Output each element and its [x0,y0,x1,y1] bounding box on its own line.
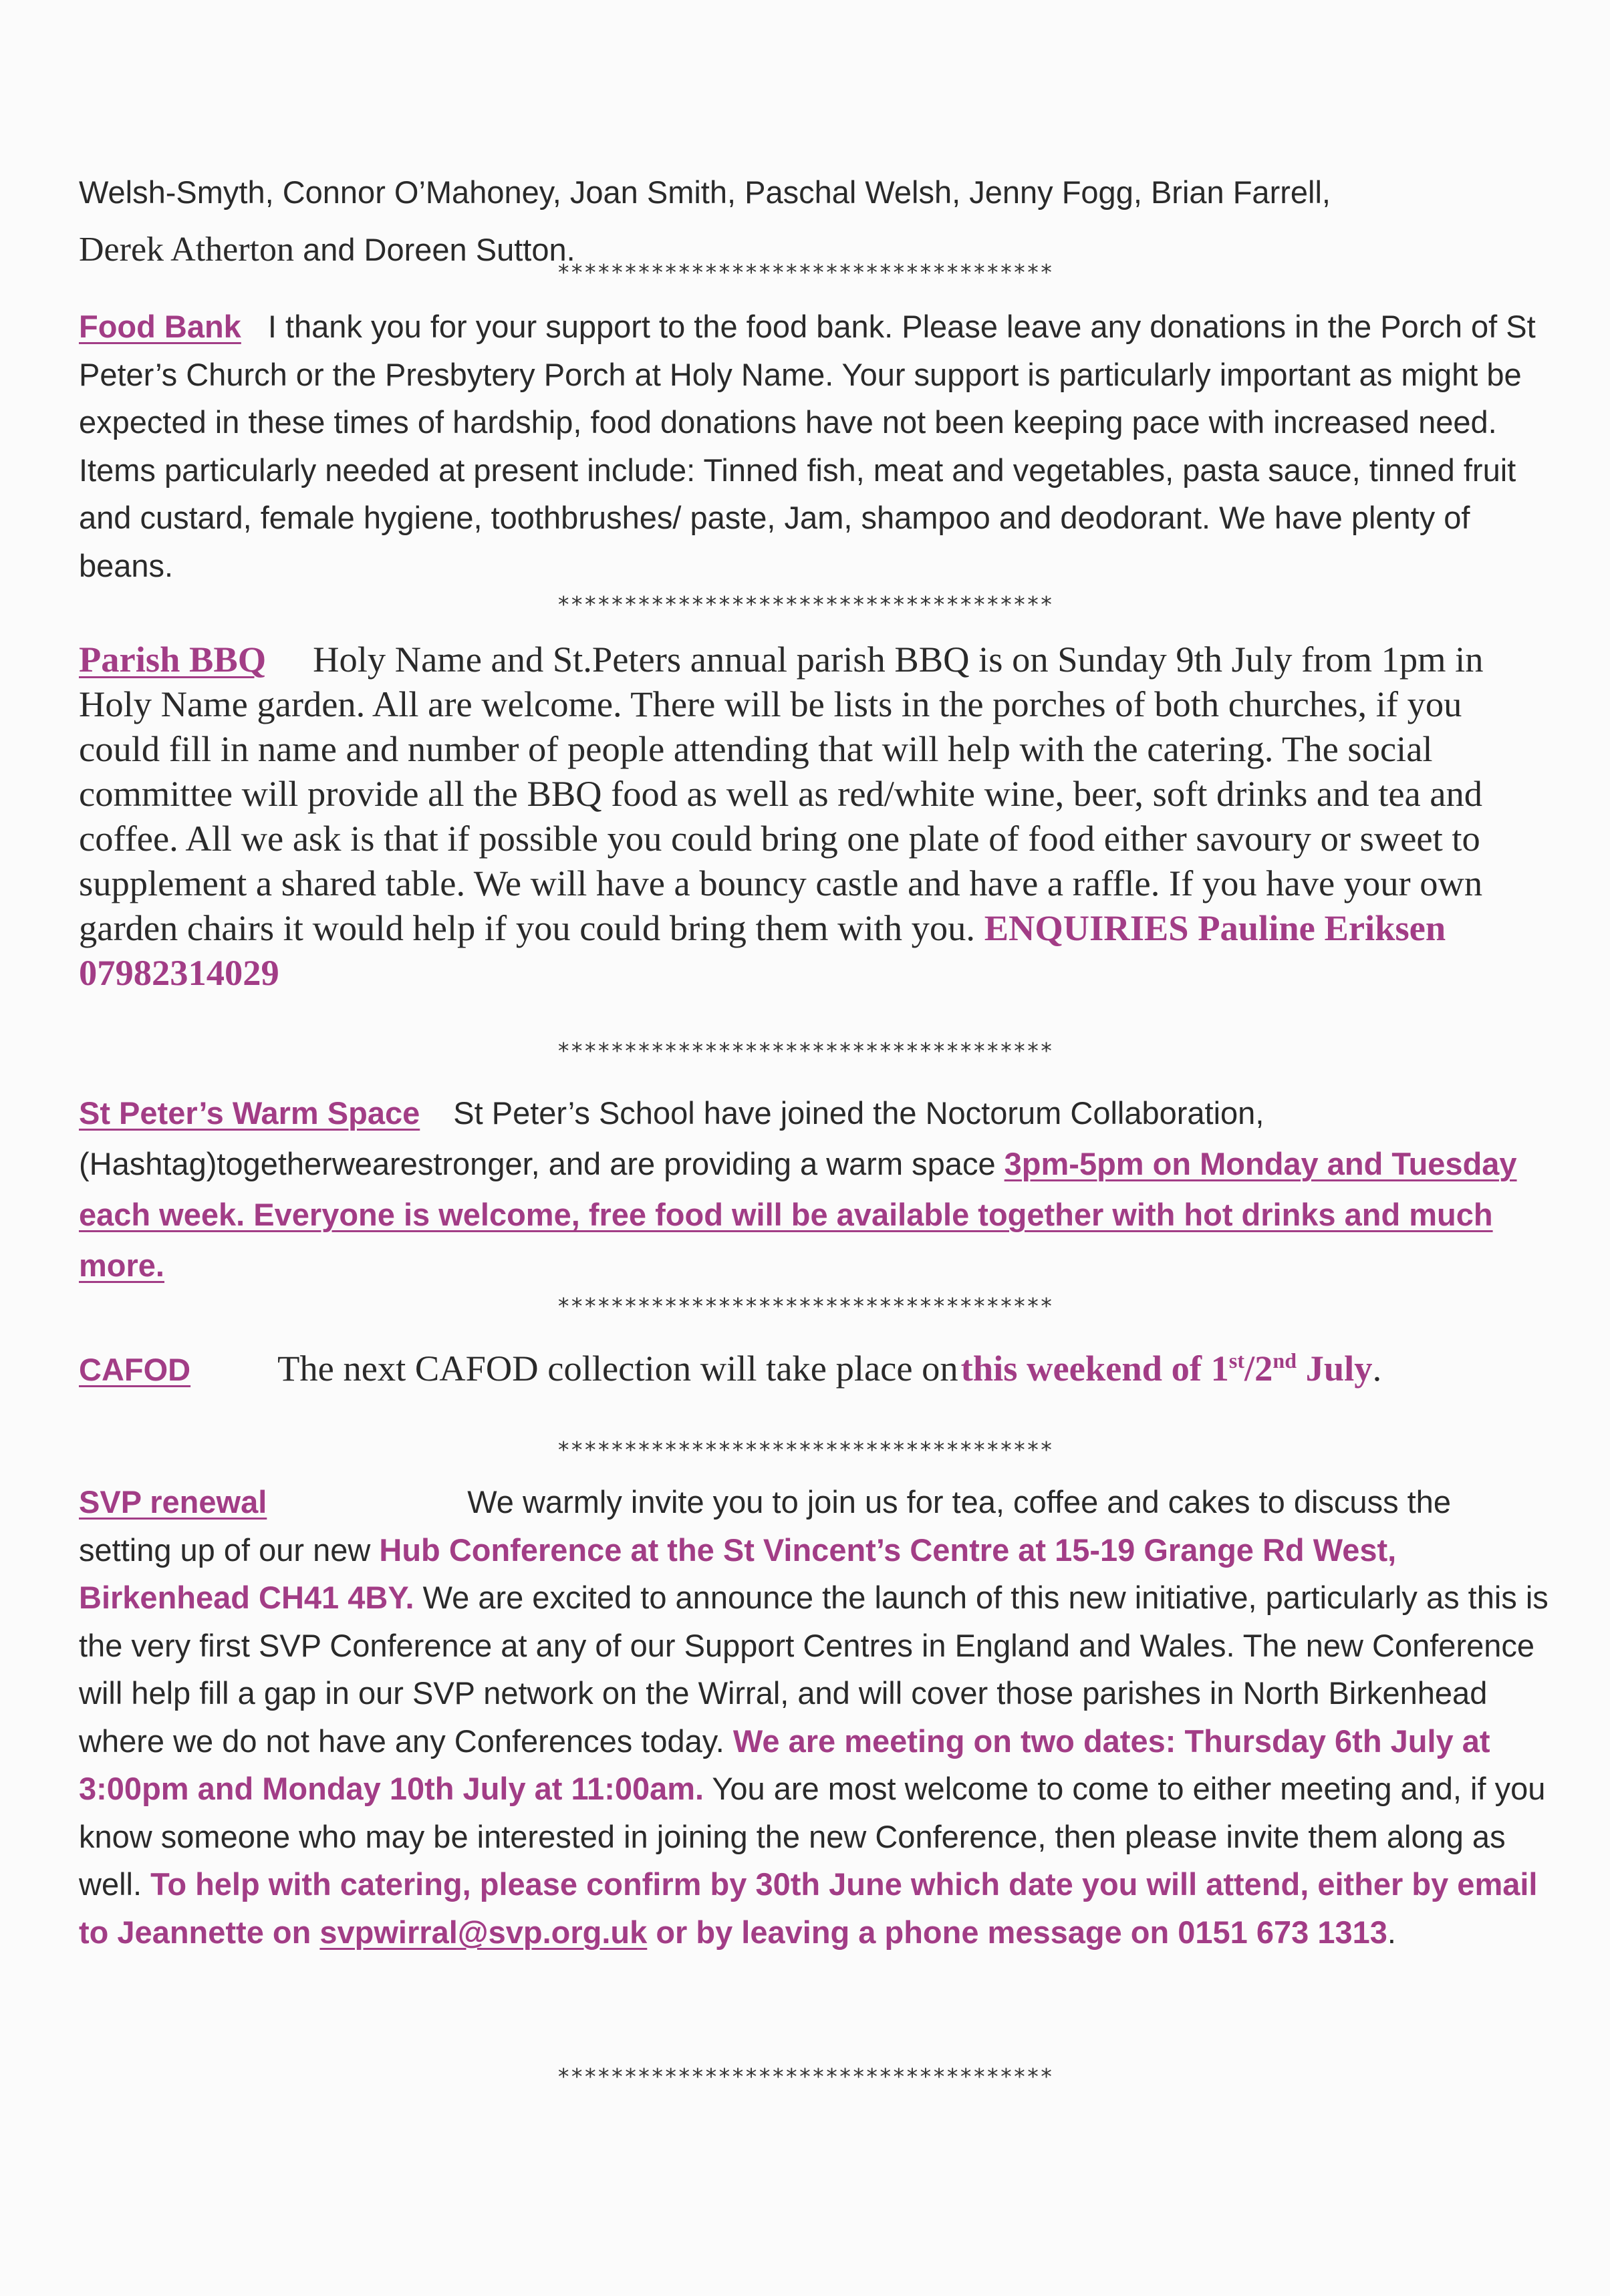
svp-text-1: We warmly invite you to join us for tea, coffee and cakes to discuss the setting up of our new [79,1484,1451,1568]
svp-text-2: We are excited to announce the launch of this new initiative, particularly as this is the very first SVP Conference at any of our Support Centres in England and Wales. The new Conference will help fill a gap in our SVP network on the Wirral, and will cover those parishes in North Birkenhead where we do not have any Conferences today. [79,1580,1549,1759]
svp-highlight-3: To help with catering, please confirm by 30th June which date you will attend, either by email to Jeannette on [79,1866,1538,1950]
cafod-section [79,1338,1549,1393]
food-bank-heading: Food Bank [79,309,241,344]
warm-space-heading: St Peter’s Warm Space [79,1095,420,1131]
intro-line-2b: and Doreen Sutton. [294,232,575,267]
warm-space-highlight: 3pm-5pm on Monday and Tuesday each week. Everyone is welcome, free food will be available together with hot drinks and much more. [79,1146,1517,1283]
svp-section [79,1478,1549,1956]
cafod-sup-2: nd [1272,1348,1297,1373]
svp-end: . [1387,1914,1396,1950]
separator-3: ************************************* [557,1038,1053,1064]
warm-space-text: St Peter’s School have joined the Noctorum Collaboration, (Hashtag)togetherwearestronger, and are providing a warm space [79,1095,1264,1181]
svp-highlight-4: or by leaving a phone message on 0151 673 1313 [656,1914,1387,1950]
cafod-date-b: /2 [1244,1348,1273,1389]
cafod-text: The next CAFOD collection will take place on [277,1348,958,1389]
separator-6: ************************************* [557,2063,1053,2090]
svp-heading: SVP renewal [79,1484,267,1520]
cafod-highlight [961,1348,1373,1389]
svp-highlight-2: We are meeting on two dates: Thursday 6th July at 3:00pm and Monday 10th July at 11:00am. [79,1723,1490,1806]
food-bank-section [79,303,1549,589]
separator-2: ************************************* [557,591,1053,617]
separator-4: ************************************* [557,1293,1053,1319]
cafod-date-c: July [1296,1348,1373,1389]
parish-bbq-enquiries: ENQUIRIES Pauline Eriksen 07982314029 [79,907,1446,993]
intro-line-2a: Derek Atherton [79,231,295,269]
svp-highlight-1: Hub Conference at the St Vincent’s Centre at 15-19 Grange Rd West, Birkenhead CH41 4BY. [79,1532,1397,1615]
food-bank-text: I thank you for your support to the food bank. Please leave any donations in the Porch of St Peter’s Church or the Presbytery Porch at Holy Name. Your support is particularly important as might be expected in these times of hardship, food donations have not been keeping pace with increased need. Items particularly needed at present include: Tinned fish, meat and vegetables, pasta sauce, tinned fruit and custard, female hygiene, toothbrushes/ paste, Jam, shampoo and deodorant. We have plenty of beans. [79,309,1536,583]
intro-line-1: Welsh-Smyth, Connor O’Mahoney, Joan Smith, Paschal Welsh, Jenny Fogg, Brian Farrell, [79,174,1331,210]
warm-space-section [79,1088,1549,1291]
separator-5: ************************************* [557,1437,1053,1463]
parish-bbq-heading: Parish BBQ [79,639,267,680]
separator-1: ************************************* [557,259,1053,285]
parish-bbq-section [79,637,1549,995]
svp-email-link[interactable]: svpwirral@svp.org.uk [319,1914,648,1950]
cafod-sup-1: st [1228,1348,1244,1373]
cafod-end: . [1372,1348,1382,1389]
cafod-date-a: this weekend of 1 [960,1348,1229,1389]
svp-text-3: You are most welcome to come to either meeting and, if you know someone who may be interested in joining the new Conference, then please invite them along as well. [79,1771,1546,1902]
parish-bbq-text: Holy Name and St.Peters annual parish BBQ is on Sunday 9th July from 1pm in Holy Name garden. All are welcome. There will be lists in the porches of both churches, if you could fill in name and number of people attending that will help with the catering. The social committee will provide all the BBQ food as well as red/white wine, beer, soft drinks and tea and coffee. All we ask is that if possible you could bring one plate of food either savoury or sweet to supplement a shared table. We will have a bouncy castle and have a raffle. If you have your own garden chairs it would help if you could bring them with you. [79,639,1484,948]
cafod-heading: CAFOD [79,1352,191,1388]
